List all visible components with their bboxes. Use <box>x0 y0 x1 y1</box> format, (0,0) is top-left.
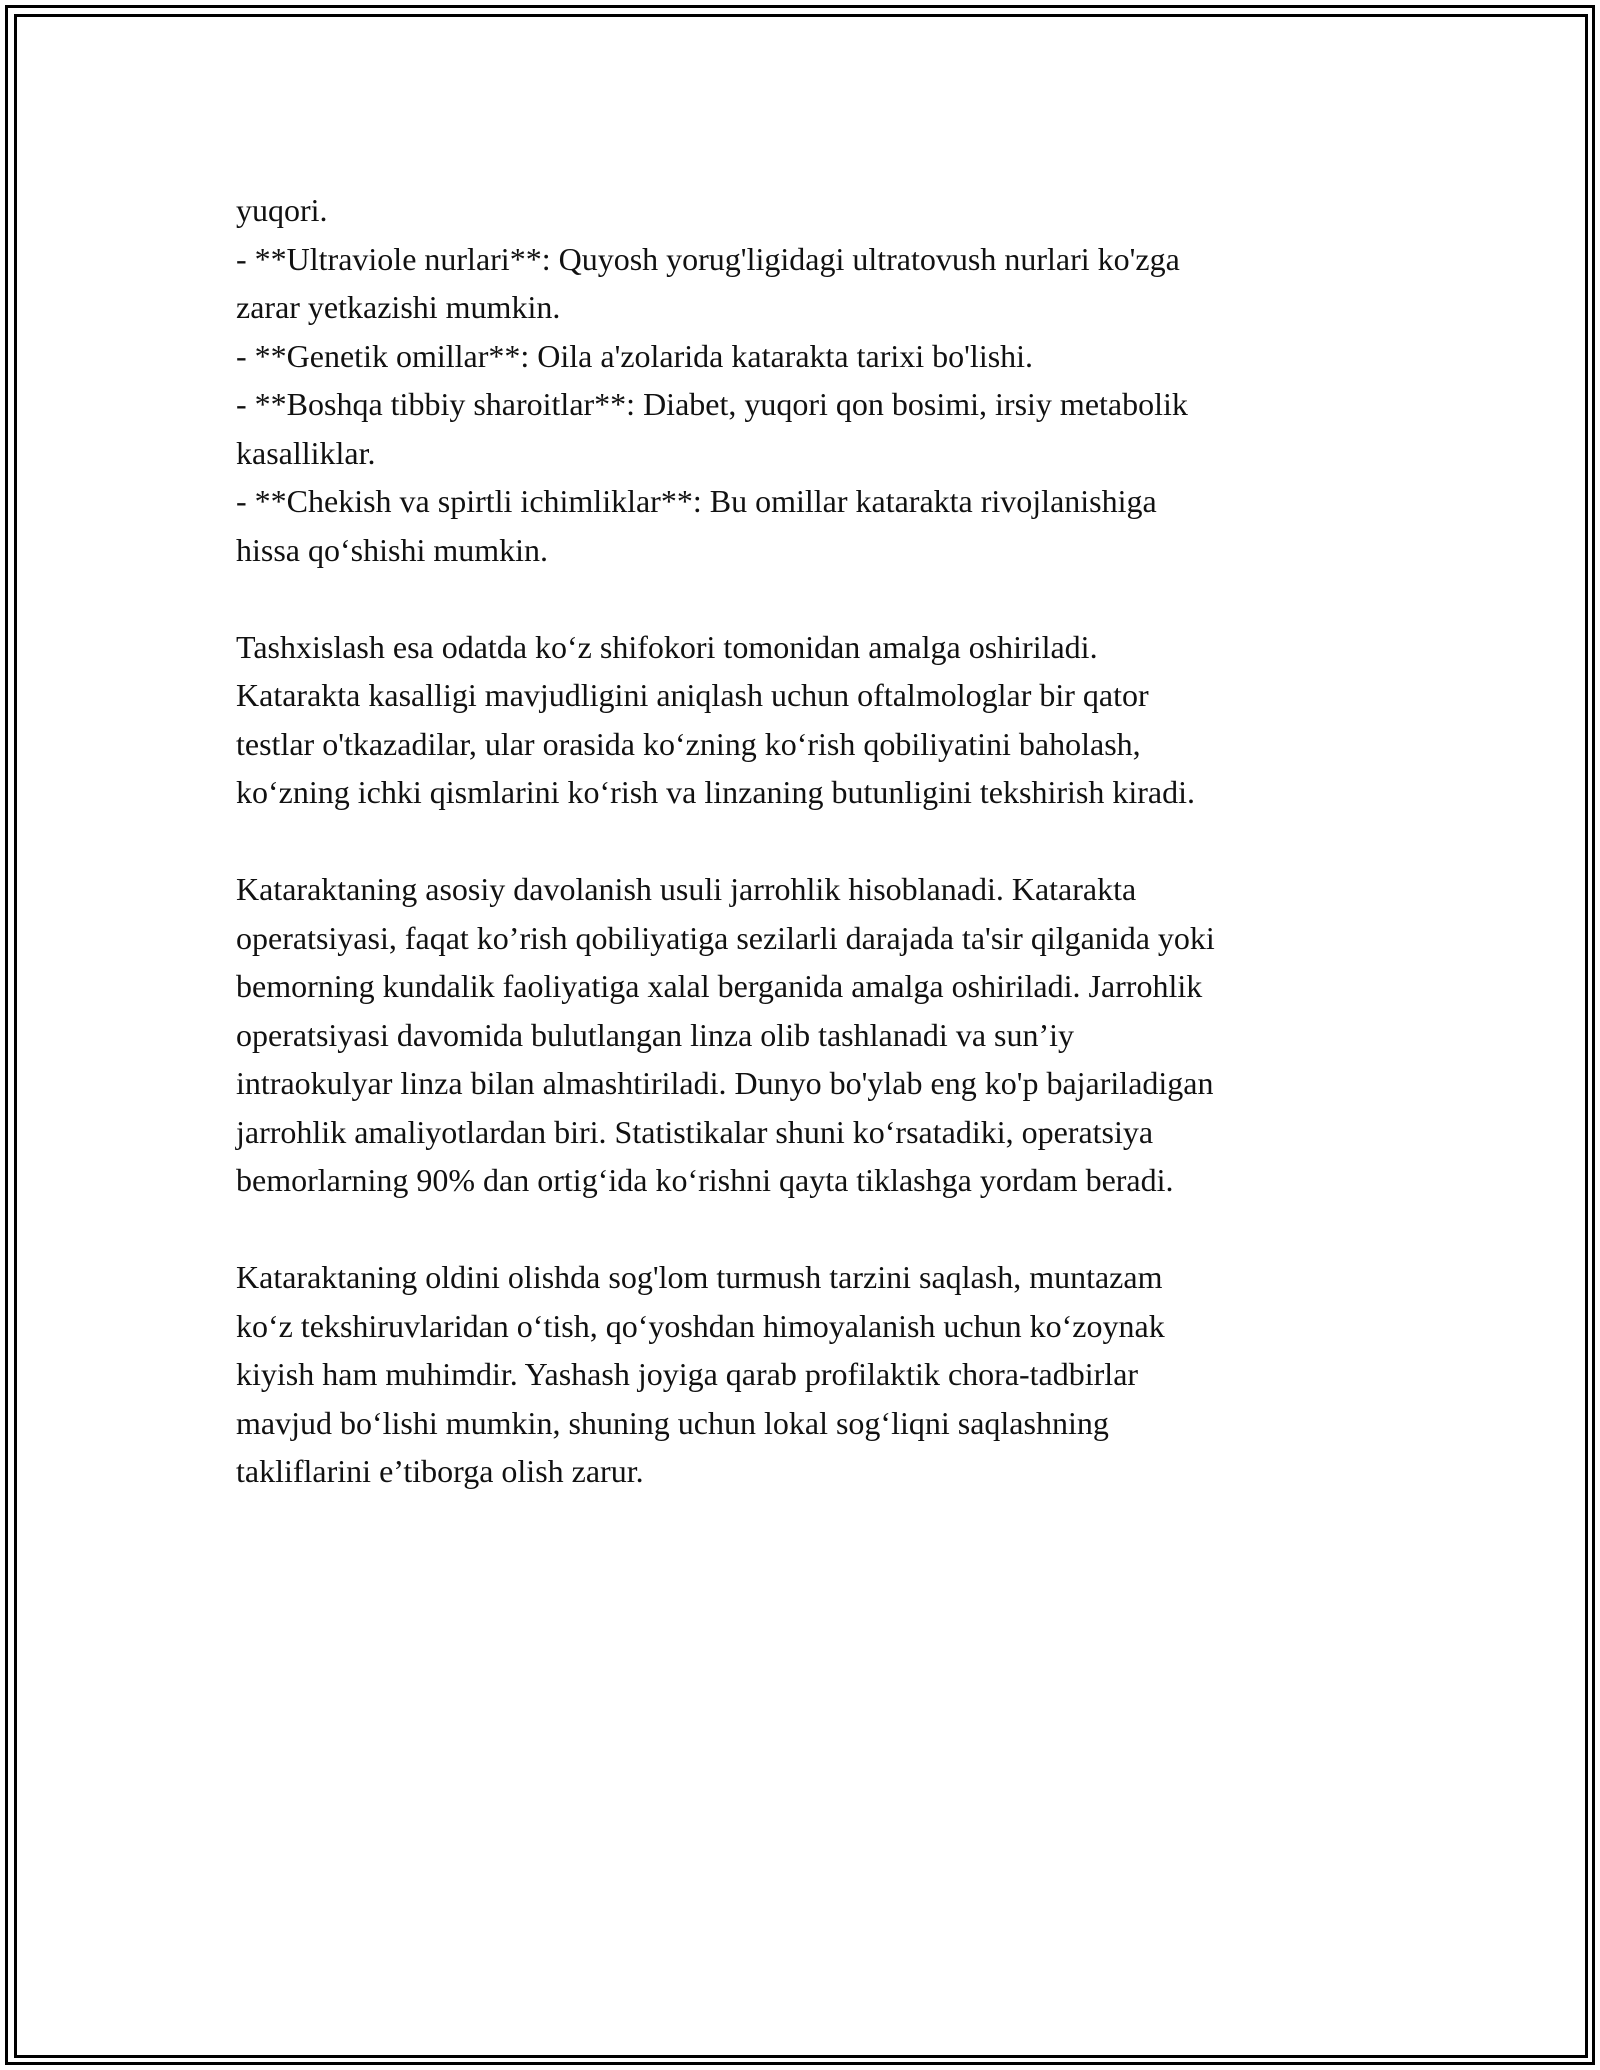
text-line: - **Genetik omillar**: Oila a'zolarida katarakta tarixi bo'lishi. <box>236 337 1034 374</box>
text-line: yuqori. <box>236 192 328 228</box>
text-line: - **Ultraviole nurlari**: Quyosh yorug'ligidagi ultratovush nurlari ko'zga <box>236 240 1180 277</box>
text-line: hissa qo‘shishi mumkin. <box>236 531 549 568</box>
text-line: bemorlarning 90% dan ortig‘ida ko‘rishni qayta tiklashga yordam beradi. <box>236 1162 1174 1198</box>
text-line: jarrohlik amaliyotlardan biri. Statistikalar shuni ko‘rsatadiki, operatsiya <box>236 1113 1154 1150</box>
text-line: operatsiyasi davomida bulutlangan linza olib tashlanadi va sun’iy <box>236 1016 1075 1053</box>
text-line: ko‘zning ichki qismlarini ko‘rish va linzaning butunligini tekshirish kiradi. <box>236 774 1195 810</box>
text-line: Kataraktaning asosiy davolanish usuli jarrohlik hisoblanadi. Katarakta <box>236 871 1137 907</box>
text-line: kasalliklar. <box>236 434 376 471</box>
text-line: zarar yetkazishi mumkin. <box>236 289 561 325</box>
text-line: Katarakta kasalligi mavjudligini aniqlash uchun oftalmologlar bir qator <box>236 677 1149 713</box>
paragraph-risk-factors <box>236 186 1376 574</box>
paragraph-diagnosis <box>236 623 1376 817</box>
text-line: operatsiyasi, faqat ko’rish qobiliyatiga sezilarli darajada ta'sir qilganida yoki <box>236 919 1215 956</box>
text-line: testlar o'tkazadilar, ular orasida ko‘zning ko‘rish qobiliyatini baholash, <box>236 725 1141 762</box>
text-line: kiyish ham muhimdir. Yashash joyiga qarab profilaktik chora-tadbirlar <box>236 1356 1139 1392</box>
paragraph-treatment <box>236 865 1376 1205</box>
paragraph-gap <box>236 1205 1376 1254</box>
text-line: ko‘z tekshiruvlaridan o‘tish, qo‘yoshdan himoyalanish uchun ko‘zoynak <box>236 1307 1165 1344</box>
text-line: Tashxislash esa odatda ko‘z shifokori tomonidan amalga oshiriladi. <box>236 628 1098 665</box>
paragraph-gap <box>236 574 1376 623</box>
text-line: - **Chekish va spirtli ichimliklar**: Bu omillar katarakta rivojlanishiga <box>236 483 1157 519</box>
text-line: intraokulyar linza bilan almashtiriladi. Dunyo bo'ylab eng ko'p bajariladigan <box>236 1065 1214 1101</box>
paragraph-gap <box>236 817 1376 866</box>
paragraph-prevention <box>236 1253 1376 1496</box>
text-line: takliflarini e’tiborga olish zarur. <box>236 1453 644 1489</box>
text-line: bemorning kundalik faoliyatiga xalal berganida amalga oshiriladi. Jarrohlik <box>236 968 1203 1004</box>
document-body <box>236 186 1376 1496</box>
text-line: Kataraktaning oldini olishda sog'lom turmush tarzini saqlash, muntazam <box>236 1259 1163 1295</box>
text-line: - **Boshqa tibbiy sharoitlar**: Diabet, yuqori qon bosimi, irsiy metabolik <box>236 386 1188 422</box>
text-line: mavjud bo‘lishi mumkin, shuning uchun lokal sog‘liqni saqlashning <box>236 1404 1109 1441</box>
